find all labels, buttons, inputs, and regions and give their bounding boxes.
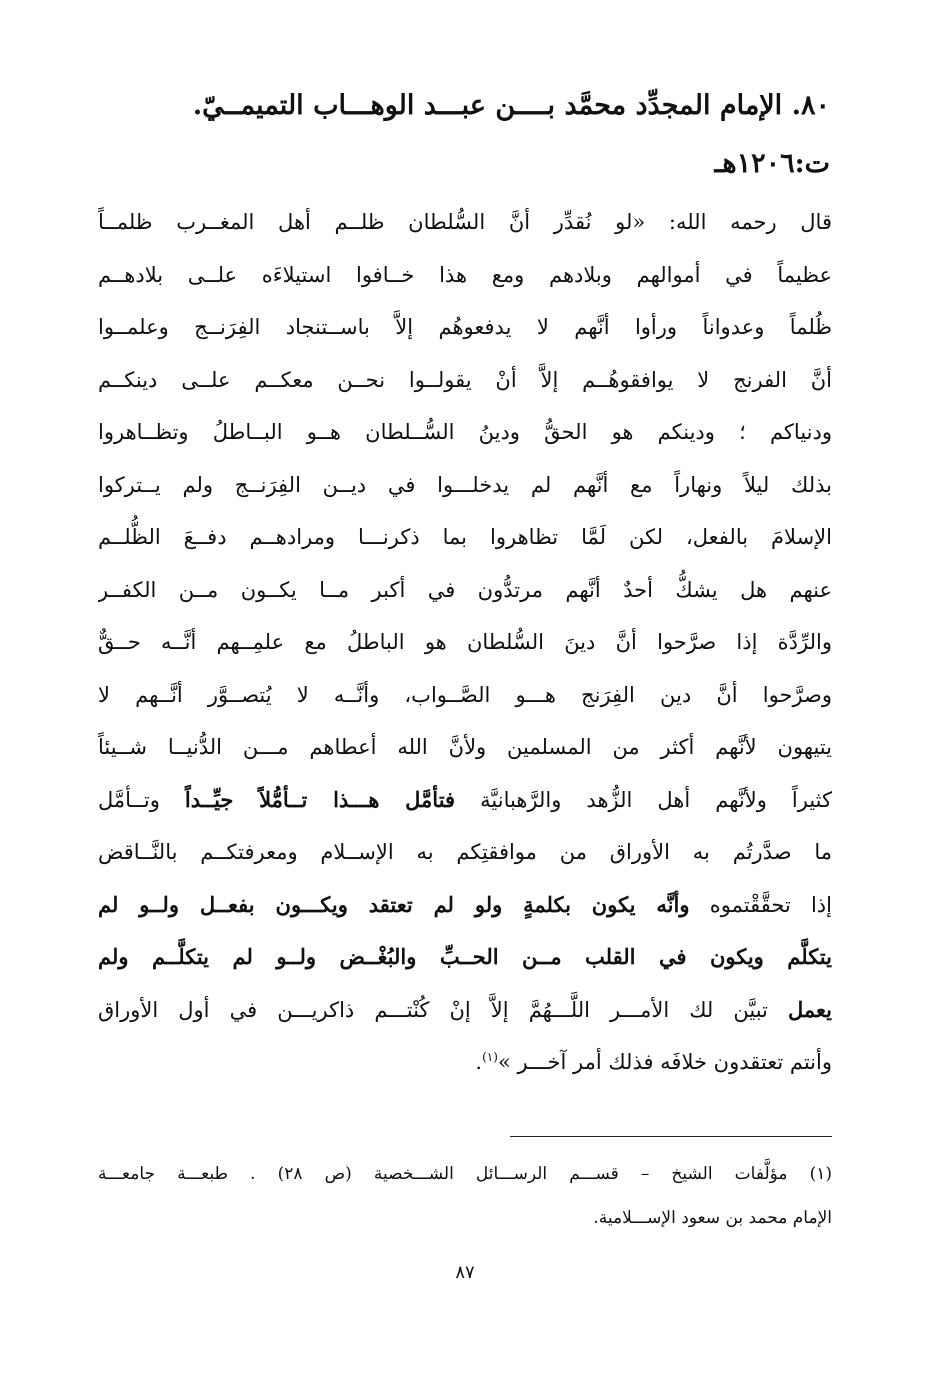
body-line: بذلك ليلاً ونهاراً مع أنَّهم لم يدخلـــوا في ديــن الفِرَنــج ولم يــتركوا bbox=[98, 472, 832, 497]
body-line-segment: كثيراً ولأنَّهم أهل الزُّهد والرَّهبانيَّة bbox=[480, 787, 832, 812]
footnote-line: الإمام محمد بن سعود الإســـلامية. bbox=[593, 1208, 832, 1228]
footnote-reference: (١) bbox=[482, 1050, 498, 1064]
body-line: ظُلماً وعدواناً ورأوا أنَّهم لا يدفعوهُم إلاَّ باســتنجاد الفِرَنــج وعلمــوا bbox=[98, 315, 832, 339]
death-date-heading: ت:١٢٠٦هـ bbox=[714, 148, 830, 179]
emphasis-segment: يعمل bbox=[787, 996, 832, 1022]
footnote-line: (١) مؤلَّفات الشيخ – قســـم الرســـائل الشـــخصية (ص ٢٨) . طبعـــة جامعـــة bbox=[98, 1164, 832, 1184]
sentence-end: . bbox=[475, 1050, 483, 1074]
emphasis-segment: فتأمَّل هـــذا تــأمُّلاً جيِّــداً bbox=[184, 786, 456, 812]
body-line: أنَّ الفرنج لا يوافقوهُــم إلاَّ أنْ يقولــوا نحــن معكــم علــى دينكــم bbox=[98, 367, 832, 392]
emphasis-line: يتكلَّم ويكون في القلب مــن الحــبِّ والبُغْــض ولــو لم يتكلَّــم ولم bbox=[98, 944, 832, 969]
body-line: ما صدَّرتُم به الأوراق من موافقتِكم به الإســلام ومعرفتكــم بالنَّــاقض bbox=[98, 840, 832, 864]
body-line: والرِّدَّة إذا صرَّحوا أنَّ دينَ السُّلطان هو الباطلُ مع علمِــهم أنَّــه حــقٌّ bbox=[98, 630, 832, 654]
body-line: قال رحمه الله: «لو نُقدِّر أنَّ السُّلطان ظلــم أهل المغــرب ظلمــاً bbox=[98, 210, 832, 234]
body-line: الإسلامَ بالفعل، لكن لَمَّا تظاهروا بما ذكرنـــا ومرادهــم دفــعَ الظُّلــم bbox=[98, 525, 832, 549]
emphasis-segment: وأنَّه يكون بكلمةٍ ولو لم تعتقد ويكـــون بفعــل ولــو لم bbox=[98, 891, 690, 917]
body-line: عنهم هل يشكُّ أحدٌ أنَّهم مرتدُّون في أكبر مــا يكــون مــن الكفــر bbox=[98, 577, 832, 602]
body-line-segment: تبيَّن لك الأمـــر اللَّـــهُمَّ إلاَّ إنْ كُنْتـــم ذاكريـــن في أول الأوراق bbox=[98, 997, 768, 1022]
body-line bbox=[98, 879, 832, 932]
body-line-segment: وأنتم تعتقدون خلافَه فذلك أمر آخـــر » bbox=[497, 1050, 832, 1074]
body-line bbox=[98, 984, 832, 1037]
footnote bbox=[98, 1152, 832, 1240]
body-line bbox=[98, 774, 832, 827]
body-line: عظيماً في أموالهم وبلادهم ومع هذا خــافوا استيلاءَه علــى بلادهــم bbox=[98, 262, 832, 287]
body-line: ودنياكم ؛ ودينكم هو الحقُّ ودينُ السُّــلطان هــو البــاطلُ وتظــاهروا bbox=[98, 420, 832, 444]
quote-body bbox=[98, 196, 832, 1089]
body-line: يتيهون لأنَّهم أكثر من المسلمين ولأنَّ الله أعطاهم مـــن الدُّنيــا شــيئاً bbox=[98, 735, 832, 759]
footnote-divider bbox=[510, 1136, 832, 1137]
body-line-segment: وتــأمَّل bbox=[98, 787, 160, 812]
body-line: وصرَّحوا أنَّ دين الفِرَنج هـــو الصَّــواب، وأنَّــه لا يُتصــوَّر أنَّــهم لا bbox=[98, 682, 832, 707]
body-line bbox=[98, 1036, 832, 1089]
body-line-segment: إذا تحقَّقْتموه bbox=[709, 892, 832, 917]
page-number: ٨٧ bbox=[455, 1262, 475, 1283]
section-heading: ٨٠. الإمام المجدِّد محمَّد بــــن عبـــد الوهـــاب التميمــيّ. bbox=[192, 90, 830, 121]
